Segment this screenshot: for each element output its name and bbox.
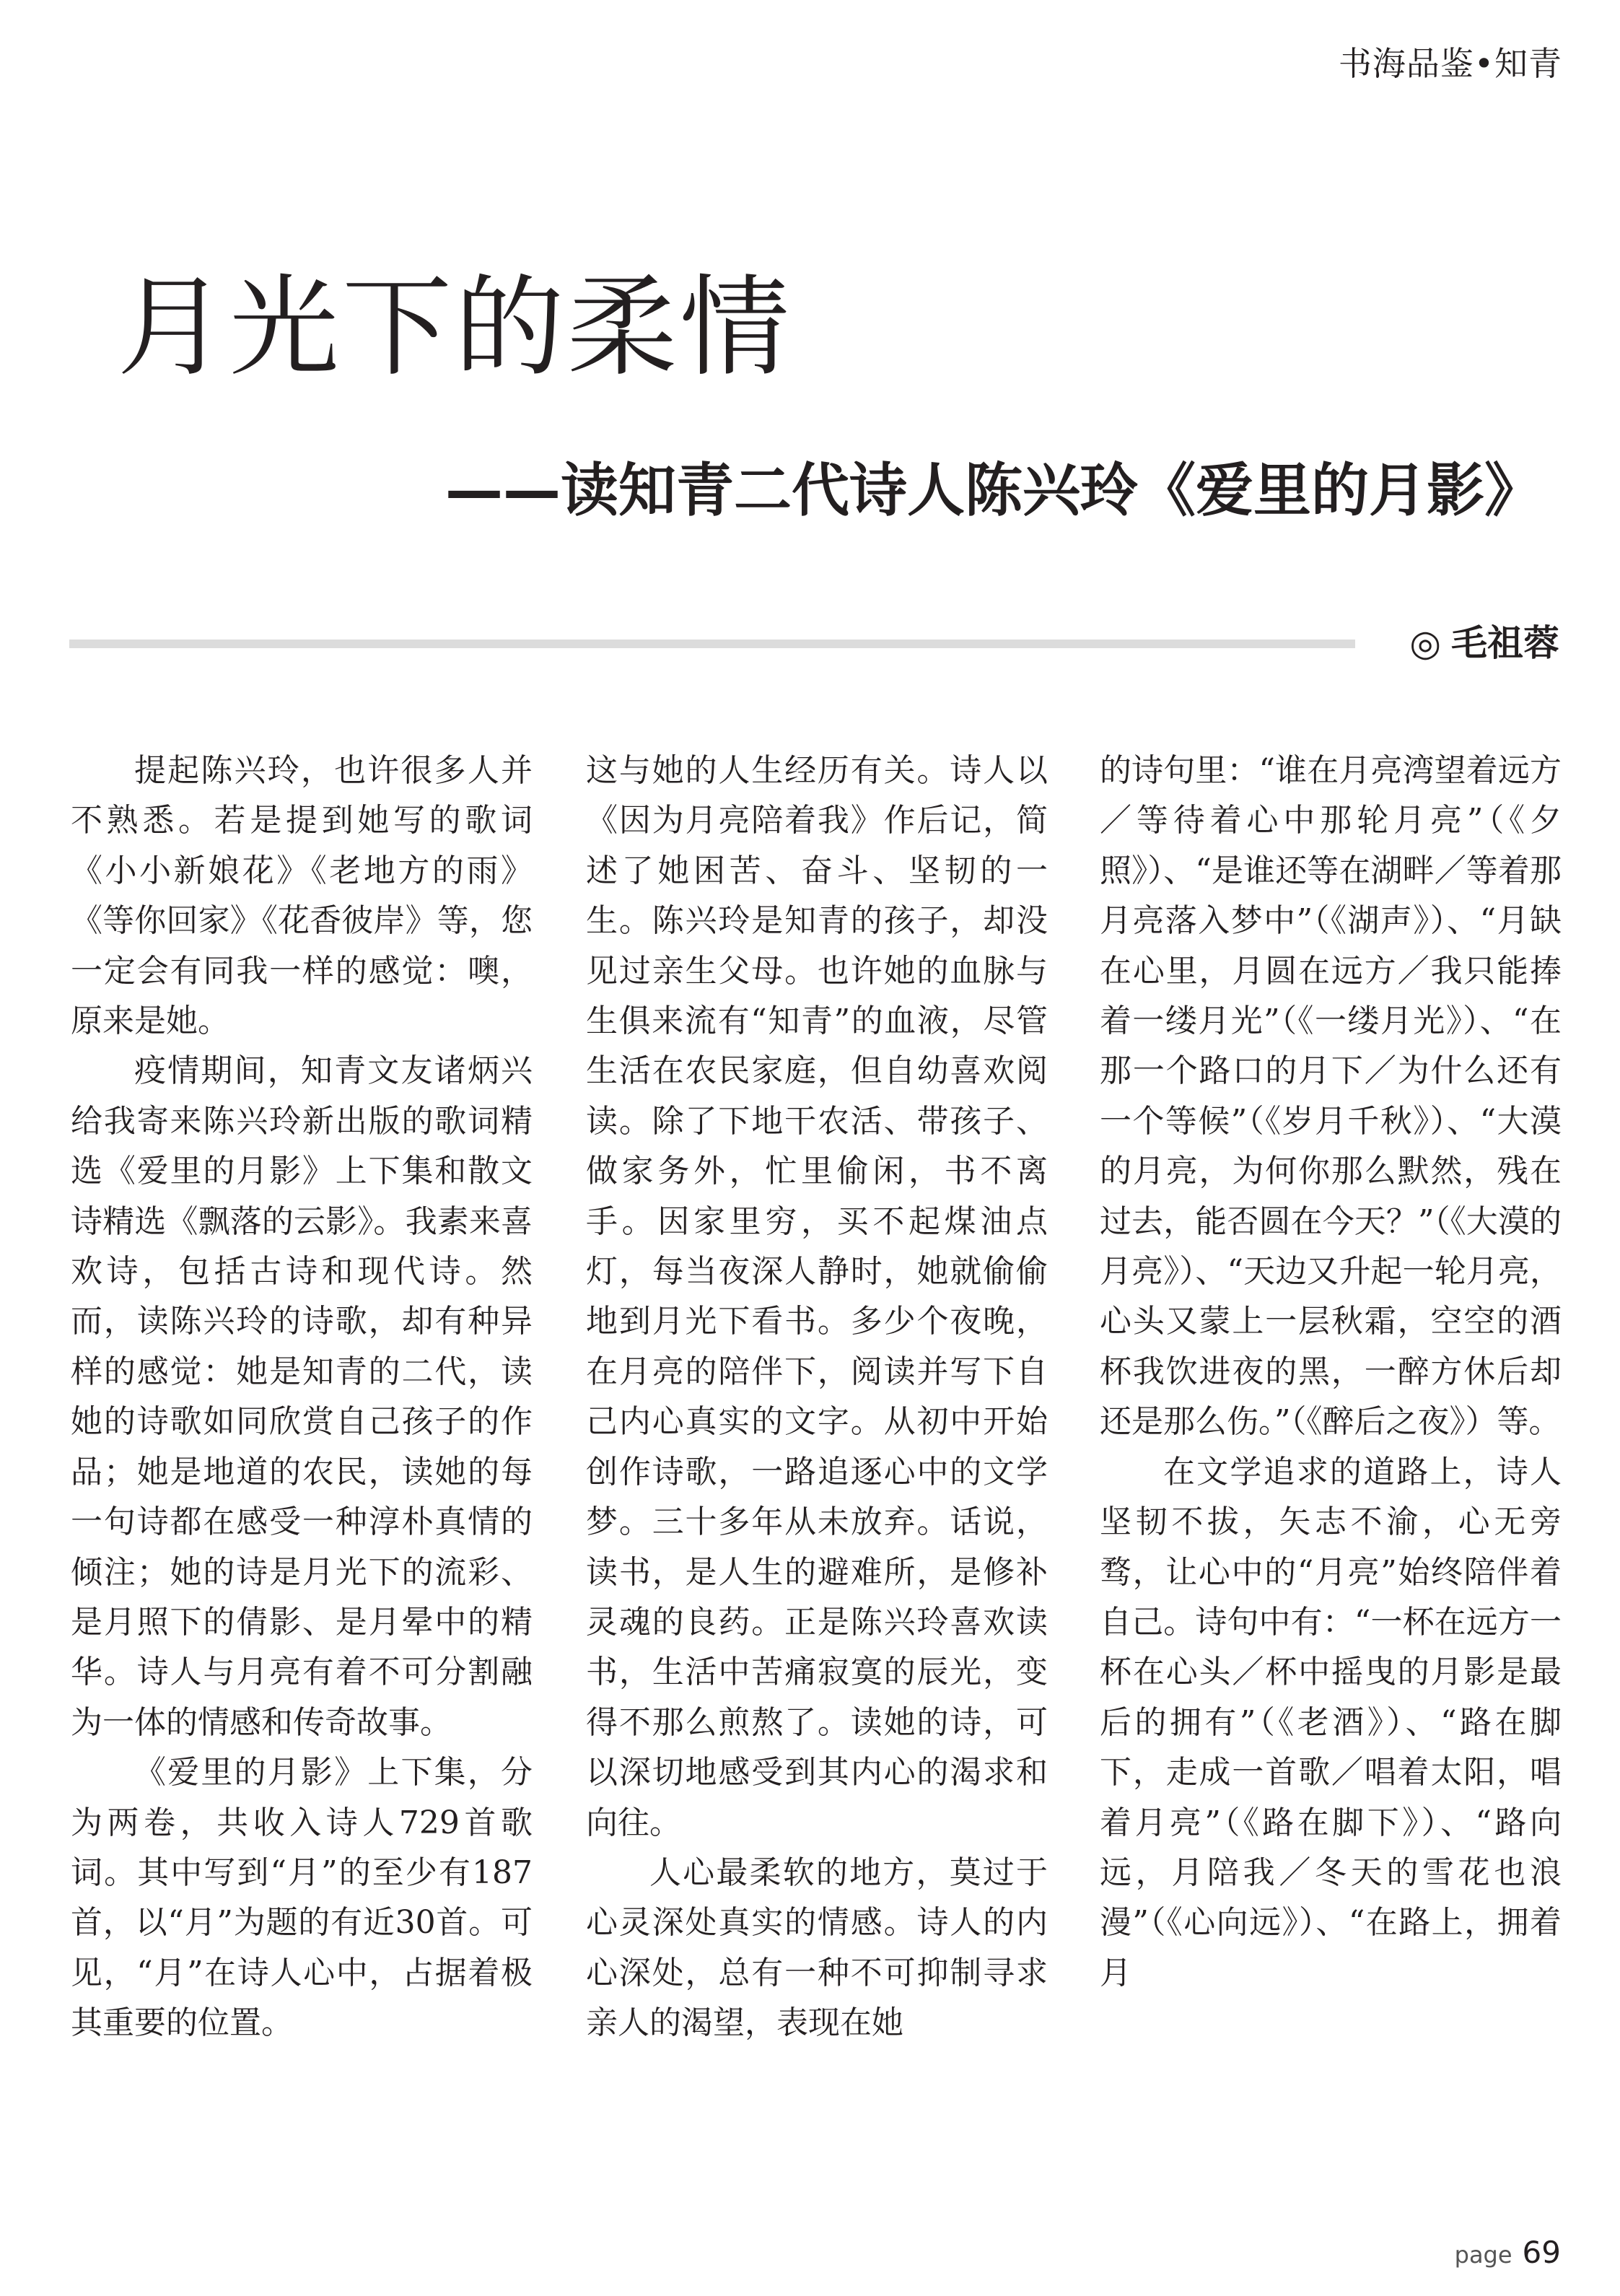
text-column-2: [586, 746, 1048, 2048]
paragraph: 人心最柔软的地方，莫过于心灵深处真实的情感。诗人的内心深处，总有一种不可抑制寻求亲人的渴望，表现在她: [586, 1854, 1048, 2042]
paragraph: 在文学追求的道路上，诗人坚韧不拔，矢志不渝，心无旁骛，让心中的“月亮”始终陪伴着自己。诗句中有：“一杯在远方一杯在心头／杯中摇曳的月影是最后的拥有”（《老酒》）、“路在脚下，走成一首歌／唱着太阳，唱着月亮”（《路在脚下》）、“路向远，月陪我／冬天的雪花也浪漫”（《心向远》）、“在路上，拥着月: [1100, 1453, 1562, 1991]
article-title: 月光下的柔情: [117, 263, 792, 391]
paragraph: 提起陈兴玲，也许很多人并不熟悉。若是提到她写的歌词《小小新娘花》《老地方的雨》《等你回家》《花香彼岸》等，您一定会有同我一样的感觉：噢，原来是她。: [71, 752, 533, 1040]
text-column-3: [1100, 746, 1562, 1998]
paragraph: 疫情期间，知青文友诸炳兴给我寄来陈兴玲新出版的歌词精选《爱里的月影》上下集和散文诗精选《飘落的云影》。我素来喜欢诗，包括古诗和现代诗。然而，读陈兴玲的诗歌，却有种异样的感觉：她是知青的二代，读她的诗歌如同欣赏自己孩子的作品；她是地道的农民，读她的每一句诗都在感受一种淳朴真情的倾注；她的诗是月光下的流彩、是月照下的倩影、是月晕中的精华。诗人与月亮有着不可分割融为一体的情感和传奇故事。: [71, 1052, 533, 1741]
author-byline: [1409, 624, 1559, 663]
paragraph: 《爱里的月影》上下集，分为两卷，共收入诗人729首歌词。其中写到“月”的至少有187首，以“月”为题的有近30首。可见，“月”在诗人心中，占据着极其重要的位置。: [71, 1754, 533, 2042]
author-mark-icon: ◎: [1409, 622, 1441, 664]
text-column-1: [71, 746, 533, 2048]
article-subtitle: ——读知青二代诗人陈兴玲《爱里的月影》: [445, 457, 1542, 524]
page-number: 69: [1522, 2235, 1561, 2270]
section-label: 书海品鉴•知青: [1338, 44, 1562, 83]
page-footer: [1454, 2235, 1561, 2270]
page-label: page: [1454, 2241, 1512, 2269]
header-divider: [69, 640, 1355, 648]
paragraph: 这与她的人生经历有关。诗人以《因为月亮陪着我》作后记，简述了她困苦、奋斗、坚韧的一生。陈兴玲是知青的孩子，却没见过亲生父母。也许她的血脉与生俱来流有“知青”的血液，尽管生活在农民家庭，但自幼喜欢阅读。除了下地干农活、带孩子、做家务外，忙里偷闲，书不离手。因家里穷，买不起煤油点灯，每当夜深人静时，她就偷偷地到月光下看书。多少个夜晚，在月亮的陪伴下，阅读并写下自己内心真实的文字。从初中开始创作诗歌，一路追逐心中的文学梦。三十多年从未放弃。话说，读书，是人生的避难所，是修补灵魂的良药。正是陈兴玲喜欢读书，生活中苦痛寂寞的辰光，变得不那么煎熬了。读她的诗，可以深切地感受到其内心的渴求和向往。: [586, 752, 1048, 1841]
author-name: 毛祖蓉: [1451, 622, 1559, 664]
paragraph: 的诗句里：“谁在月亮湾望着远方／等待着心中那轮月亮”（《夕照》）、“是谁还等在湖畔／等着那月亮落入梦中”（《湖声》）、“月缺在心里，月圆在远方／我只能捧着一缕月光”（《一缕月光》）、“在那一个路口的月下／为什么还有一个等候”（《岁月千秋》）、“大漠的月亮，为何你那么默然，残在过去，能否圆在今天？”（《大漠的月亮》）、“天边又升起一轮月亮，心头又蒙上一层秋霜，空空的酒杯我饮进夜的黑，一醉方休后却还是那么伤。”（《醉后之夜》）等。: [1100, 752, 1562, 1441]
